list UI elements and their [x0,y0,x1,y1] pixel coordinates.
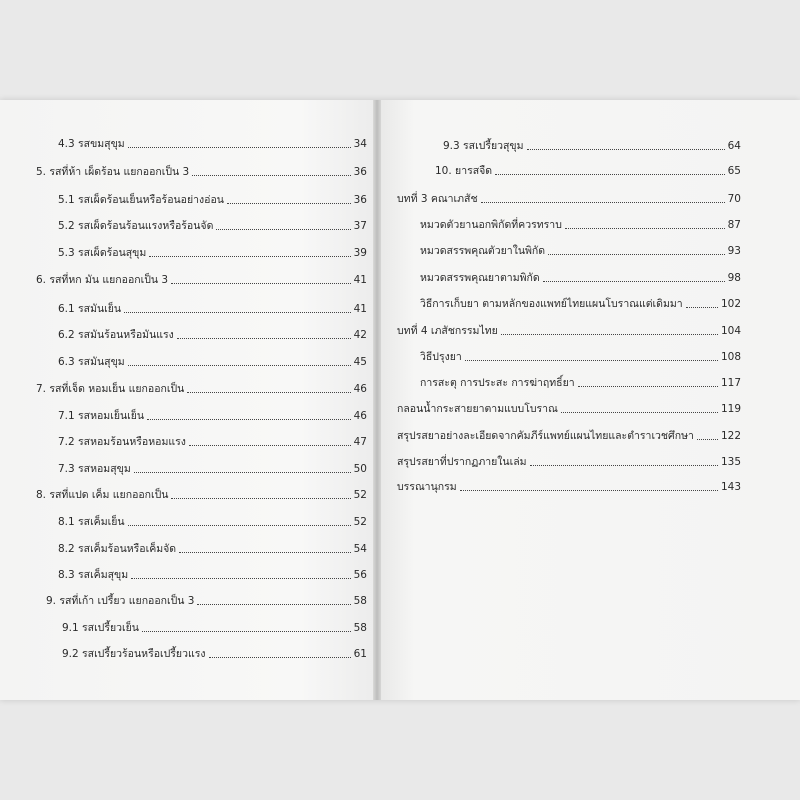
toc-entry-page-number: 93 [727,245,741,257]
toc-entry-label: 7. รสที่เจ็ด หอมเย็น แยกออกเป็น [36,383,185,395]
toc-entry [58,516,367,529]
toc-leader-dots [171,498,350,499]
toc-entry-label: บทที่ 3 คณาเภสัช [397,193,478,205]
toc-entry [420,245,741,258]
toc-leader-dots [197,604,350,605]
toc-leader-dots [192,175,350,176]
toc-leader-dots [128,365,351,366]
toc-leader-dots [481,202,725,203]
toc-entry [397,481,741,494]
toc-entry-label: 9.1 รสเปรี้ยวเย็น [62,622,139,634]
toc-entry-label: 8.3 รสเค็มสุขุม [58,569,129,581]
toc-entry [420,377,741,390]
toc-entry-page-number: 45 [353,356,367,368]
toc-entry [58,220,367,233]
toc-entry-page-number: 143 [720,481,741,493]
toc-entry-label: 5.2 รสเผ็ดร้อนร้อนแรงหรือร้อนจัด [58,220,214,232]
toc-leader-dots [543,281,725,282]
toc-entry-page-number: 119 [720,403,741,415]
toc-entry [58,247,367,260]
toc-entry-page-number: 58 [353,622,367,634]
toc-entry-label: 5.1 รสเผ็ดร้อนเย็นหรือร้อนอย่างอ่อน [58,194,224,206]
toc-entry-label: กลอนน้ำกระสายยาตามแบบโบราณ [397,403,558,415]
toc-entry-label: บทที่ 4 เภสัชกรรมไทย [397,325,498,337]
book-gutter [373,100,381,700]
toc-entry-page-number: 36 [353,166,367,178]
toc-entry [58,194,367,207]
toc-leader-dots [530,465,718,466]
toc-leader-dots [501,334,718,335]
toc-leader-dots [561,412,718,413]
toc-entry [58,410,367,423]
toc-entry [58,436,367,449]
toc-entry-page-number: 52 [353,516,367,528]
toc-leader-dots [149,256,350,257]
toc-entry [397,325,741,338]
toc-leader-dots [131,578,350,579]
toc-entry-label: 6. รสที่หก มัน แยกออกเป็น 3 [36,274,169,286]
left-page [0,100,375,700]
toc-entry-page-number: 46 [353,410,367,422]
toc-entry [62,622,367,635]
toc-entry-label: 8.2 รสเค็มร้อนหรือเค็มจัด [58,543,177,555]
toc-entry [58,303,367,316]
toc-entry-page-number: 56 [353,569,367,581]
toc-entry-label: 5. รสที่ห้า เผ็ดร้อน แยกออกเป็น 3 [36,166,190,178]
toc-entry [36,489,367,502]
toc-entry-label: 7.3 รสหอมสุขุม [58,463,131,475]
toc-entry [62,648,367,661]
toc-leader-dots [142,631,351,632]
toc-entry [58,329,367,342]
toc-entry [58,138,367,151]
toc-entry-page-number: 70 [727,193,741,205]
toc-leader-dots [565,228,725,229]
toc-entry-label: 5.3 รสเผ็ดร้อนสุขุม [58,247,147,259]
toc-leader-dots [465,360,718,361]
toc-leader-dots [134,472,351,473]
toc-entry [420,298,741,311]
open-book [0,100,800,700]
toc-entry-label: วิธีการเก็บยา ตามหลักของแพทย์ไทยแผนโบราณแต่เดิมมา [420,298,683,310]
toc-entry-page-number: 64 [727,140,741,152]
toc-leader-dots [189,445,351,446]
toc-entry-page-number: 65 [727,165,741,177]
toc-entry [397,403,741,416]
toc-entry-label: 9.3 รสเปรี้ยวสุขุม [443,140,524,152]
toc-entry [58,463,367,476]
toc-entry [397,456,741,469]
toc-leader-dots [128,147,351,148]
toc-entry-label: 7.2 รสหอมร้อนหรือหอมแรง [58,436,186,448]
toc-entry-label: 6.1 รสมันเย็น [58,303,122,315]
toc-entry-page-number: 122 [720,430,741,442]
toc-entry-page-number: 39 [353,247,367,259]
toc-entry-page-number: 37 [353,220,367,232]
toc-entry-page-number: 58 [353,595,367,607]
toc-entry-page-number: 52 [353,489,367,501]
toc-entry-label: สรุปรสยาที่ปรากฏภายในเล่ม [397,456,527,468]
toc-leader-dots [128,525,351,526]
toc-leader-dots [227,203,351,204]
toc-leader-dots [548,254,725,255]
toc-leader-dots [171,283,351,284]
toc-leader-dots [209,657,351,658]
toc-entry-page-number: 41 [353,274,367,286]
toc-leader-dots [495,174,725,175]
toc-entry [58,569,367,582]
toc-entry-page-number: 54 [353,543,367,555]
toc-entry-page-number: 102 [720,298,741,310]
toc-entry-page-number: 117 [720,377,741,389]
toc-entry [435,165,741,178]
toc-leader-dots [187,392,350,393]
toc-entry [420,219,741,232]
toc-entry-label: หมวดสรรพคุณตัวยาในพิกัด [420,245,546,257]
toc-leader-dots [177,338,351,339]
toc-entry-page-number: 98 [727,272,741,284]
toc-entry-page-number: 135 [720,456,741,468]
toc-entry-page-number: 34 [353,138,367,150]
toc-entry-label: 6.2 รสมันร้อนหรือมันแรง [58,329,174,341]
toc-entry-label: การสะตุ การประสะ การฆ่าฤทธิ์ยา [420,377,575,389]
toc-entry-page-number: 108 [720,351,741,363]
toc-entry-label: 7.1 รสหอมเย็นเย็น [58,410,145,422]
toc-entry-page-number: 87 [727,219,741,231]
toc-entry [443,140,741,153]
toc-entry [36,166,367,179]
toc-entry-label: 6.3 รสมันสุขุม [58,356,125,368]
toc-entry-page-number: 50 [353,463,367,475]
toc-leader-dots [578,386,718,387]
toc-leader-dots [697,439,718,440]
toc-entry-label: 9. รสที่เก้า เปรี้ยว แยกออกเป็น 3 [46,595,195,607]
toc-entry [397,430,741,443]
toc-entry [36,274,367,287]
toc-entry-label: 8. รสที่แปด เค็ม แยกออกเป็น [36,489,169,501]
toc-leader-dots [147,419,351,420]
toc-entry [397,193,741,206]
toc-entry-page-number: 61 [353,648,367,660]
toc-entry-label: 9.2 รสเปรี้ยวร้อนหรือเปรี้ยวแรง [62,648,206,660]
toc-entry [420,272,741,285]
toc-entry [420,351,741,364]
toc-entry-page-number: 36 [353,194,367,206]
toc-entry-page-number: 47 [353,436,367,448]
toc-leader-dots [216,229,350,230]
toc-entry-label: หมวดตัวยานอกพิกัดที่ควรทราบ [420,219,562,231]
toc-leader-dots [179,552,351,553]
toc-entry-label: บรรณานุกรม [397,481,457,493]
toc-leader-dots [460,490,718,491]
toc-leader-dots [686,307,718,308]
toc-entry [46,595,367,608]
toc-entry-page-number: 41 [353,303,367,315]
toc-leader-dots [527,149,725,150]
right-page [381,100,800,700]
toc-leader-dots [124,312,351,313]
toc-entry-label: 10. ยารสจืด [435,165,493,177]
toc-entry-label: สรุปรสยาอย่างละเอียดจากคัมภีร์แพทย์แผนไทยและตำราเวชศึกษา [397,430,694,442]
toc-entry-label: หมวดสรรพคุณยาตามพิกัด [420,272,540,284]
toc-entry-label: 8.1 รสเค็มเย็น [58,516,125,528]
toc-entry [58,356,367,369]
toc-entry-label: 4.3 รสขมสุขุม [58,138,125,150]
toc-entry-label: วิธีปรุงยา [420,351,462,363]
toc-entry-page-number: 104 [720,325,741,337]
toc-entry [36,383,367,396]
toc-entry [58,543,367,556]
toc-entry-page-number: 46 [353,383,367,395]
toc-entry-page-number: 42 [353,329,367,341]
